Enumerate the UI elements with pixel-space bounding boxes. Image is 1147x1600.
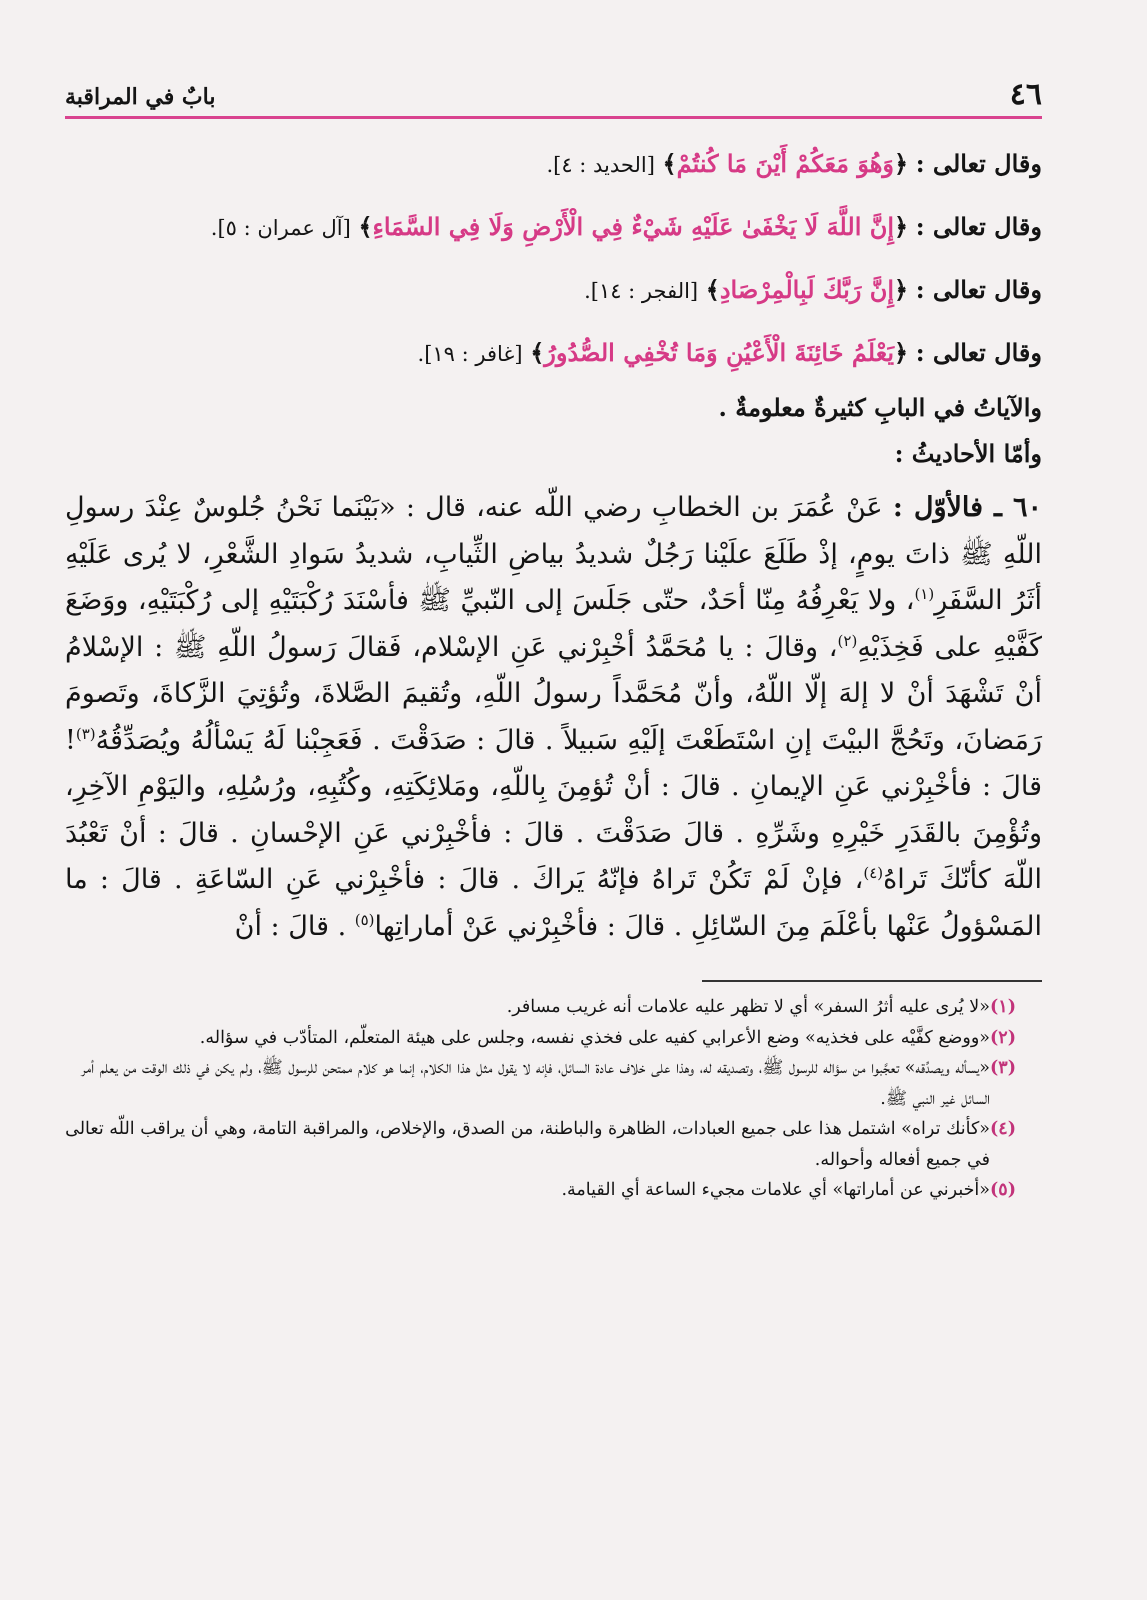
verse-lead: وقال تعالى : [915,275,1042,304]
verse-lead: وقال تعالى : [915,212,1042,241]
verse-line [65,133,1042,196]
footnote [65,1114,1042,1175]
ornate-bracket-close-icon: ﴾ [662,149,677,178]
page-header [65,77,1042,119]
footnote-marker: (٥) [354,910,375,929]
hadith-text: ، ولا يَعْرِفُهُ مِنّا أحَدٌ، حتّى جَلَسَ إلى النّبيِّ ﷺ فأسْنَدَ رُكْبَتَيْهِ إلى رُكْبَتَيْهِ، ووَضَعَ كَفَّيْهِ على فَخِذَيْهِ [65,585,1042,663]
intro-line: والآياتُ في البابِ كثيرةٌ معلومةٌ . [718,393,1042,422]
verse-line [65,196,1042,259]
verse-line [65,322,1042,385]
verse-lead: وقال تعالى : [915,338,1042,367]
verse-reference: [غافر : ١٩]. [417,342,523,366]
footnotes [65,992,1042,1206]
verse-line [65,259,1042,322]
quran-text: وَهُوَ مَعَكُمْ أَيْنَ مَا كُنتُمْ [676,149,895,178]
footnote-text: «ووضع كفَّيْه على فخذيه» وضع الأعرابي كفيه على فخذي نفسه، وجلس على هيئة المتعلّم، المتأدّب في سؤاله. [199,1027,990,1048]
hadith-paragraph [65,485,1042,950]
ornate-bracket-open-icon: ﴿ [894,149,909,178]
page-number: ٤٦ [1009,77,1042,112]
hadith-text: عَنْ عُمَرَ بن الخطابِ رضي اللّه عنه، قال : «بَيْنَما نَحْنُ جُلوسٌ عِنْدَ رسولِ اللّهِ ﷺ ذاتَ يومٍ، إذْ طَلَعَ علَيْنا رَجُلٌ شديدُ بياضِ الثِّيابِ، شديدُ سَوادِ الشَّعْرِ، لا يُرى عَلَيْهِ أثَرُ السَّفَرِ [65,492,1042,616]
footnote-marker: (٢) [837,631,858,650]
ornate-bracket-close-icon: ﴾ [705,275,720,304]
footnote-number: (١) [990,997,1016,1017]
running-title: بابٌ في المراقبة [65,84,216,110]
quran-text: إِنَّ رَبَّكَ لَبِالْمِرْصَادِ [719,275,895,304]
ornate-bracket-open-icon: ﴿ [894,212,909,241]
hadith-text: ، فإنْ لَمْ تَكُنْ تَراهُ فإنّهُ يَراكَ . قالَ : فأخْبِرْني عَنِ السّاعَةِ . قالَ : ما المَسْؤولُ عَنْها بأعْلَمَ مِنَ السّائِلِ . قالَ : فأخْبِرْني عَنْ أماراتِها [65,864,1042,942]
verses-block [65,133,1042,385]
footnote-text: «أخبرني عن أماراتها» أي علامات مجيء الساعة أي القيامة. [561,1180,990,1200]
footnote [65,992,1042,1023]
footnote-number: (٢) [990,1027,1016,1048]
footnote-marker: (٣) [75,724,96,743]
ornate-bracket-close-icon: ﴾ [530,338,545,367]
footnote [65,1175,1042,1206]
footnote-text: «كأنك تراه» اشتمل هذا على جميع العبادات، الظاهرة والباطنة، من الصدق، والإخلاص، والمراقبة التامة، وهي أن يراقب اللّه تعالى في جميع أفعاله وأحواله. [65,1119,990,1170]
footnote [65,1023,1042,1054]
verse-reference: [الحديد : ٤]. [546,153,655,177]
verse-reference: [آل عمران : ٥]. [210,216,351,240]
footnote-text: «يسأله ويصدِّقه» تعجَّبوا من سؤاله للرسول ﷺ، وتصديقه له، وهذا على خلاف عادة السائل، فإنه لا يقول مثل هذا الكلام، إنما هو كلام ممتحن للرسول ﷺ، ولم يكن في ذلك الوقت من يعلم أمر السائل غير النبي ﷺ. [81,1058,990,1109]
hadith-text: . قالَ : أنْ [234,910,347,942]
footnote-number: (٤) [990,1119,1016,1139]
verse-lead: وقال تعالى : [915,149,1042,178]
quran-text: يَعْلَمُ خَائِنَةَ الْأَعْيُنِ وَمَا تُخْفِي الصُّدُورُ [544,338,895,367]
hadith-text: ، وقالَ : يا مُحَمَّدُ أخْبِرْني عَنِ الإسْلام، فَقالَ رَسولُ اللّهِ ﷺ : الإسْلامُ أنْ تَشْهَدَ أنْ لا إلهَ إلّا اللّهُ، وأنّ مُحَمَّداً رسولُ اللّهِ، وتُقيمَ الصَّلاةَ، وتُؤتِيَ الزَّكاةَ، وتَصومَ رَمَضانَ، وتَحُجَّ البيْتَ إنِ اسْتَطَعْتَ إلَيْهِ سَبيلاً . قالَ : صَدَقْتَ . فَعَجِبْنا لَهُ يَسْألُهُ ويُصَدِّقُهُ [65,631,1042,756]
ornate-bracket-open-icon: ﴿ [894,338,909,367]
footnote-marker: (٤) [863,864,884,882]
ornate-bracket-close-icon: ﴾ [358,212,373,241]
quran-text: إِنَّ اللَّهَ لَا يَخْفَىٰ عَلَيْهِ شَيْءٌ فِي الْأَرْضِ وَلَا فِي السَّمَاءِ [372,212,895,241]
footnote-text: «لا يُرى عليه أثرُ السفر» أي لا تظهر عليه علامات أنه غريب مسافر. [506,997,990,1017]
intro-line: وأمّا الأحاديثُ : [894,439,1042,468]
footnote-number: (٥) [990,1180,1016,1200]
verse-reference: [الفجر : ١٤]. [584,279,699,303]
footnote [65,1053,1042,1114]
footnote-divider [702,980,1042,982]
hadith-text: ! قالَ : فأخْبِرْني عَنِ الإيمانِ . قالَ : أنْ تُؤمِنَ بِاللّهِ، ومَلائِكَتِهِ، وكُتُبِهِ، ورُسُلِهِ، واليَوْمِ الآخِرِ، وتُؤْمِنَ بالقَدَرِ خَيْرِهِ وشَرِّهِ . قالَ صَدَقْتَ . قالَ : فأخْبِرْني عَنِ الإحْسانِ . قالَ : أنْ تَعْبُدَ اللّهَ كأنّكَ تَراهُ [65,724,1042,895]
ornate-bracket-open-icon: ﴿ [894,275,909,304]
footnote-marker: (١) [914,585,935,603]
hadith-number: ٦٠ ـ فالأوّل : [892,492,1042,523]
footnote-number: (٣) [990,1058,1016,1078]
